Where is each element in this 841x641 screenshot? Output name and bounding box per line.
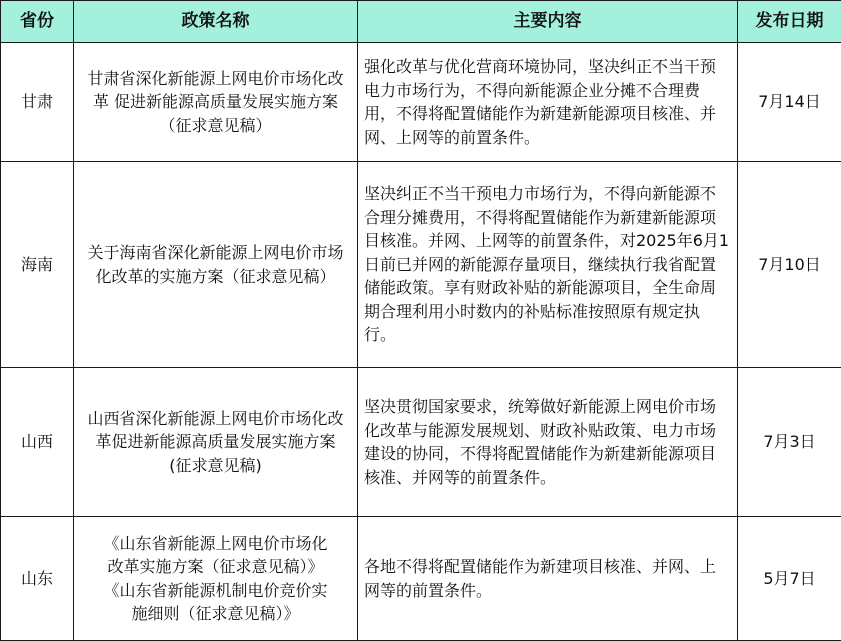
release-date-cell: 5月7日: [738, 517, 841, 641]
policy-name-line: 《山东省新能源上网电价市场化: [103, 533, 328, 553]
header-row: [1, 1, 841, 43]
table-row: [1, 517, 841, 641]
release-date-cell: 7月14日: [738, 43, 841, 162]
table-row: [1, 43, 841, 162]
policy-name-line: 《山东省新能源机制电价竞价实: [103, 580, 328, 600]
province-cell: 海南: [1, 162, 74, 368]
main-content-cell: 坚决纠正不当干预电力市场行为，不得向新能源不合理分摊费用，不得将配置储能作为新建新能源项目核准。并网、上网等的前置条件，对2025年6月1日前已并网的新能源存量项目，继续执行我省配置储能政策。享有财政补贴的新能源项目，全生命周期合理利用小时数内的补贴标准按照原有规定执行。: [358, 162, 738, 368]
province-cell: 山西: [1, 368, 74, 517]
header-policy-name: 政策名称: [74, 1, 358, 43]
policy-name-cell: 关于海南省深化新能源上网电价市场化改革的实施方案（征求意见稿）: [74, 162, 358, 368]
main-content-cell: 强化改革与优化营商环境协同，坚决纠正不当干预电力市场行为，不得向新能源企业分摊不合理费用，不得将配置储能作为新建新能源项目核准、并网、上网等的前置条件。: [358, 43, 738, 162]
header-province: 省份: [1, 1, 74, 43]
header-release-date: 发布日期: [738, 1, 841, 43]
release-date-cell: 7月10日: [738, 162, 841, 368]
policy-name-line: 改革实施方案（征求意见稿）》: [107, 557, 324, 576]
province-cell: 山东: [1, 517, 74, 641]
table-row: [1, 368, 841, 517]
main-content-cell: 坚决贯彻国家要求，统筹做好新能源上网电价市场化改革与能源发展规划、财政补贴政策、电力市场建设的协同，不得将配置储能作为新建新能源项目核准、并网等的前置条件。: [358, 368, 738, 517]
main-content-cell: 各地不得将配置储能作为新建项目核准、并网、上网等的前置条件。: [358, 517, 738, 641]
policy-name-cell: 山西省深化新能源上网电价市场化改革促进新能源高质量发展实施方案(征求意见稿): [74, 368, 358, 517]
province-cell: 甘肃: [1, 43, 74, 162]
policy-name-cell: 甘肃省深化新能源上网电价市场化改革 促进新能源高质量发展实施方案（征求意见稿）: [74, 43, 358, 162]
header-main-content: 主要内容: [358, 1, 738, 43]
table-row: [1, 162, 841, 368]
release-date-cell: 7月3日: [738, 368, 841, 517]
policy-name-cell: [74, 517, 358, 641]
policy-name-line: 施细则（征求意见稿）》: [131, 604, 300, 623]
